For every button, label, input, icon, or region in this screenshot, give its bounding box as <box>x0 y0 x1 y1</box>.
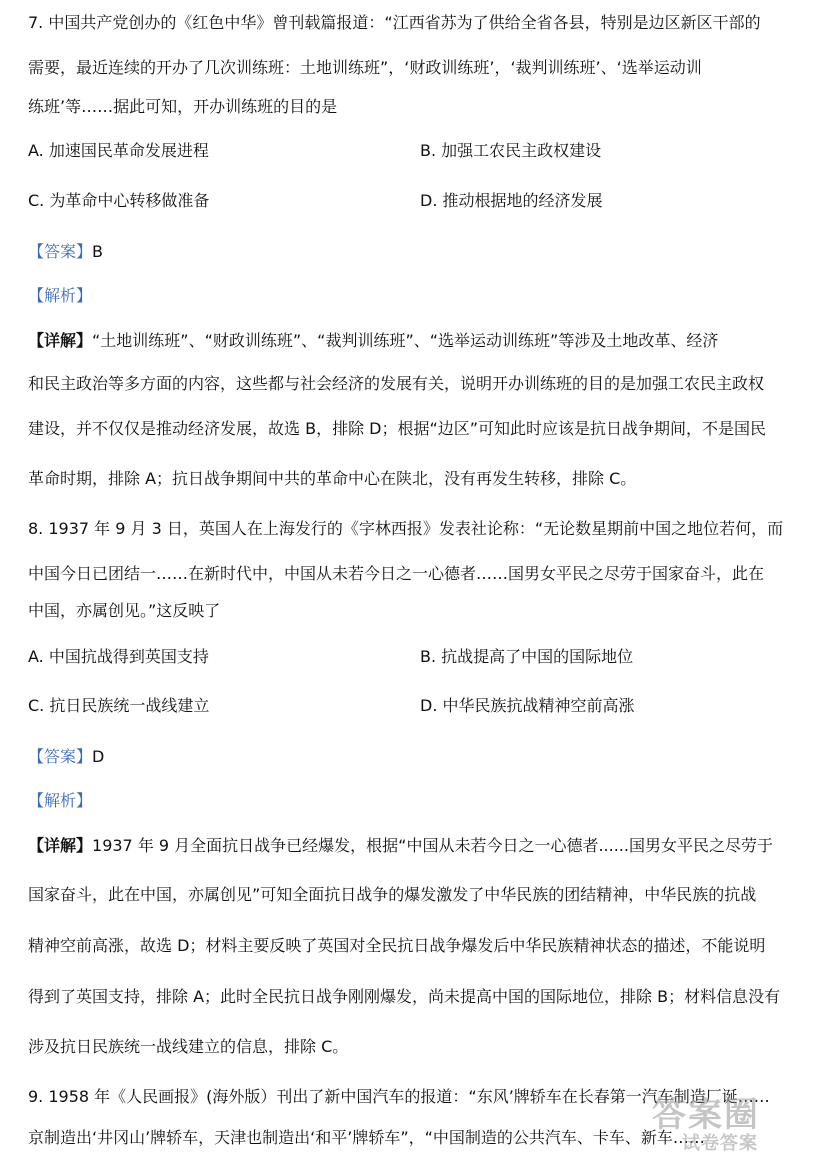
q8-option-c: C. 抗日民族统一战线建立 <box>28 696 210 715</box>
q9-stem-line-2: 京制造出‘井冈山’牌轿车，天津也制造出‘和平’牌轿车”，“中国制造的公共汽车、卡车、新车…… <box>28 1128 705 1147</box>
q8-detail-label: 【详解】 <box>28 836 93 855</box>
q7-detail-line-3: 建设，并不仅仅是推动经济发展，故选 B，排除 D；根据“边区”可知此时应该是抗日战争期间，不是国民 <box>28 419 767 438</box>
watermark-small-text: 试卷答案 <box>682 1133 758 1154</box>
q8-option-b: B. 抗战提高了中国的国际地位 <box>420 647 634 666</box>
q9-stem-line-1: 9. 1958 年《人民画报》(海外版）刊出了新中国汽车的报道：“东风’牌轿车在长春第一汽车制造厂诞…… <box>28 1087 770 1106</box>
q8-detail-line-2: 国家奋斗，此在中国，亦属创见”可知全面抗日战争的爆发激发了中华民族的团结精神，中华民族的抗战 <box>28 885 757 904</box>
q8-option-d: D. 中华民族抗战精神空前高涨 <box>420 696 635 715</box>
q8-answer <box>28 746 104 768</box>
q8-analysis-label: 【解析】 <box>28 791 93 810</box>
q7-answer-label: 【答案】 <box>28 242 93 261</box>
q7-detail-text-1: “土地训练班”、“财政训练班”、“裁判训练班”、“选举运动训练班”等涉及土地改革、经济 <box>92 331 719 350</box>
q7-option-d: D. 推动根据地的经济发展 <box>420 191 603 210</box>
q7-answer <box>28 241 103 263</box>
q7-stem-line-3: 练班’等……据此可知，开办训练班的目的是 <box>28 97 338 116</box>
q7-option-a: A. 加速国民革命发展进程 <box>28 141 209 160</box>
q8-detail-line-1 <box>28 835 818 857</box>
watermark-big-text: 答案圈 <box>652 1095 760 1135</box>
q7-detail-line-2: 和民主政治等多方面的内容，这些都与社会经济的发展有关，说明开办训练班的目的是加强工农民主政权 <box>28 374 765 393</box>
q8-answer-value: D <box>92 747 105 766</box>
q7-answer-value: B <box>92 242 103 261</box>
q8-stem-line-1: 8. 1937 年 9 月 3 日，英国人在上海发行的《字林西报》发表社论称：“无论数星期前中国之地位若何，而 <box>28 519 784 538</box>
q8-detail-line-4: 得到了英国支持，排除 A；此时全民抗日战争刚刚爆发，尚未提高中国的国际地位，排除 B；材料信息没有 <box>28 987 781 1006</box>
q7-detail-line-1 <box>28 330 818 352</box>
q8-option-a: A. 中国抗战得到英国支持 <box>28 647 209 666</box>
q8-stem-line-3: 中国，亦属创见。”这反映了 <box>28 601 221 620</box>
q7-option-c: C. 为革命中心转移做准备 <box>28 191 210 210</box>
q7-detail-line-4: 革命时期，排除 A；抗日战争期间中共的革命中心在陕北，没有再发生转移，排除 C。 <box>28 469 637 488</box>
q7-stem-line-2: 需要，最近连续的开办了几次训练班：土地训练班”，‘财政训练班’，‘裁判训练班’、‘选举运动训 <box>28 58 702 77</box>
q8-detail-line-3: 精神空前高涨，故选 D；材料主要反映了英国对全民抗日战争爆发后中华民族精神状态的描述，不能说明 <box>28 936 766 955</box>
q7-analysis-label: 【解析】 <box>28 286 93 305</box>
q7-stem-line-1: 7. 中国共产党创办的《红色中华》曾刊载篇报道：“江西省苏为了供给全省各县，特别是边区新区干部的 <box>28 13 761 32</box>
q8-answer-label: 【答案】 <box>28 747 93 766</box>
q8-detail-text-1: 1937 年 9 月全面抗日战争已经爆发，根据“中国从未若今日之一心德者......国男女平民之尽劳于 <box>92 836 773 855</box>
q7-option-b: B. 加强工农民主政权建设 <box>420 141 602 160</box>
q7-detail-label: 【详解】 <box>28 331 93 350</box>
q8-stem-line-2: 中国今日已团结一……在新时代中，中国从未若今日之一心德者……国男女平民之尽劳于国家奋斗，此在 <box>28 564 765 583</box>
q8-detail-line-5: 涉及抗日民族统一战线建立的信息，排除 C。 <box>28 1037 349 1056</box>
watermark-logo <box>612 1081 822 1161</box>
